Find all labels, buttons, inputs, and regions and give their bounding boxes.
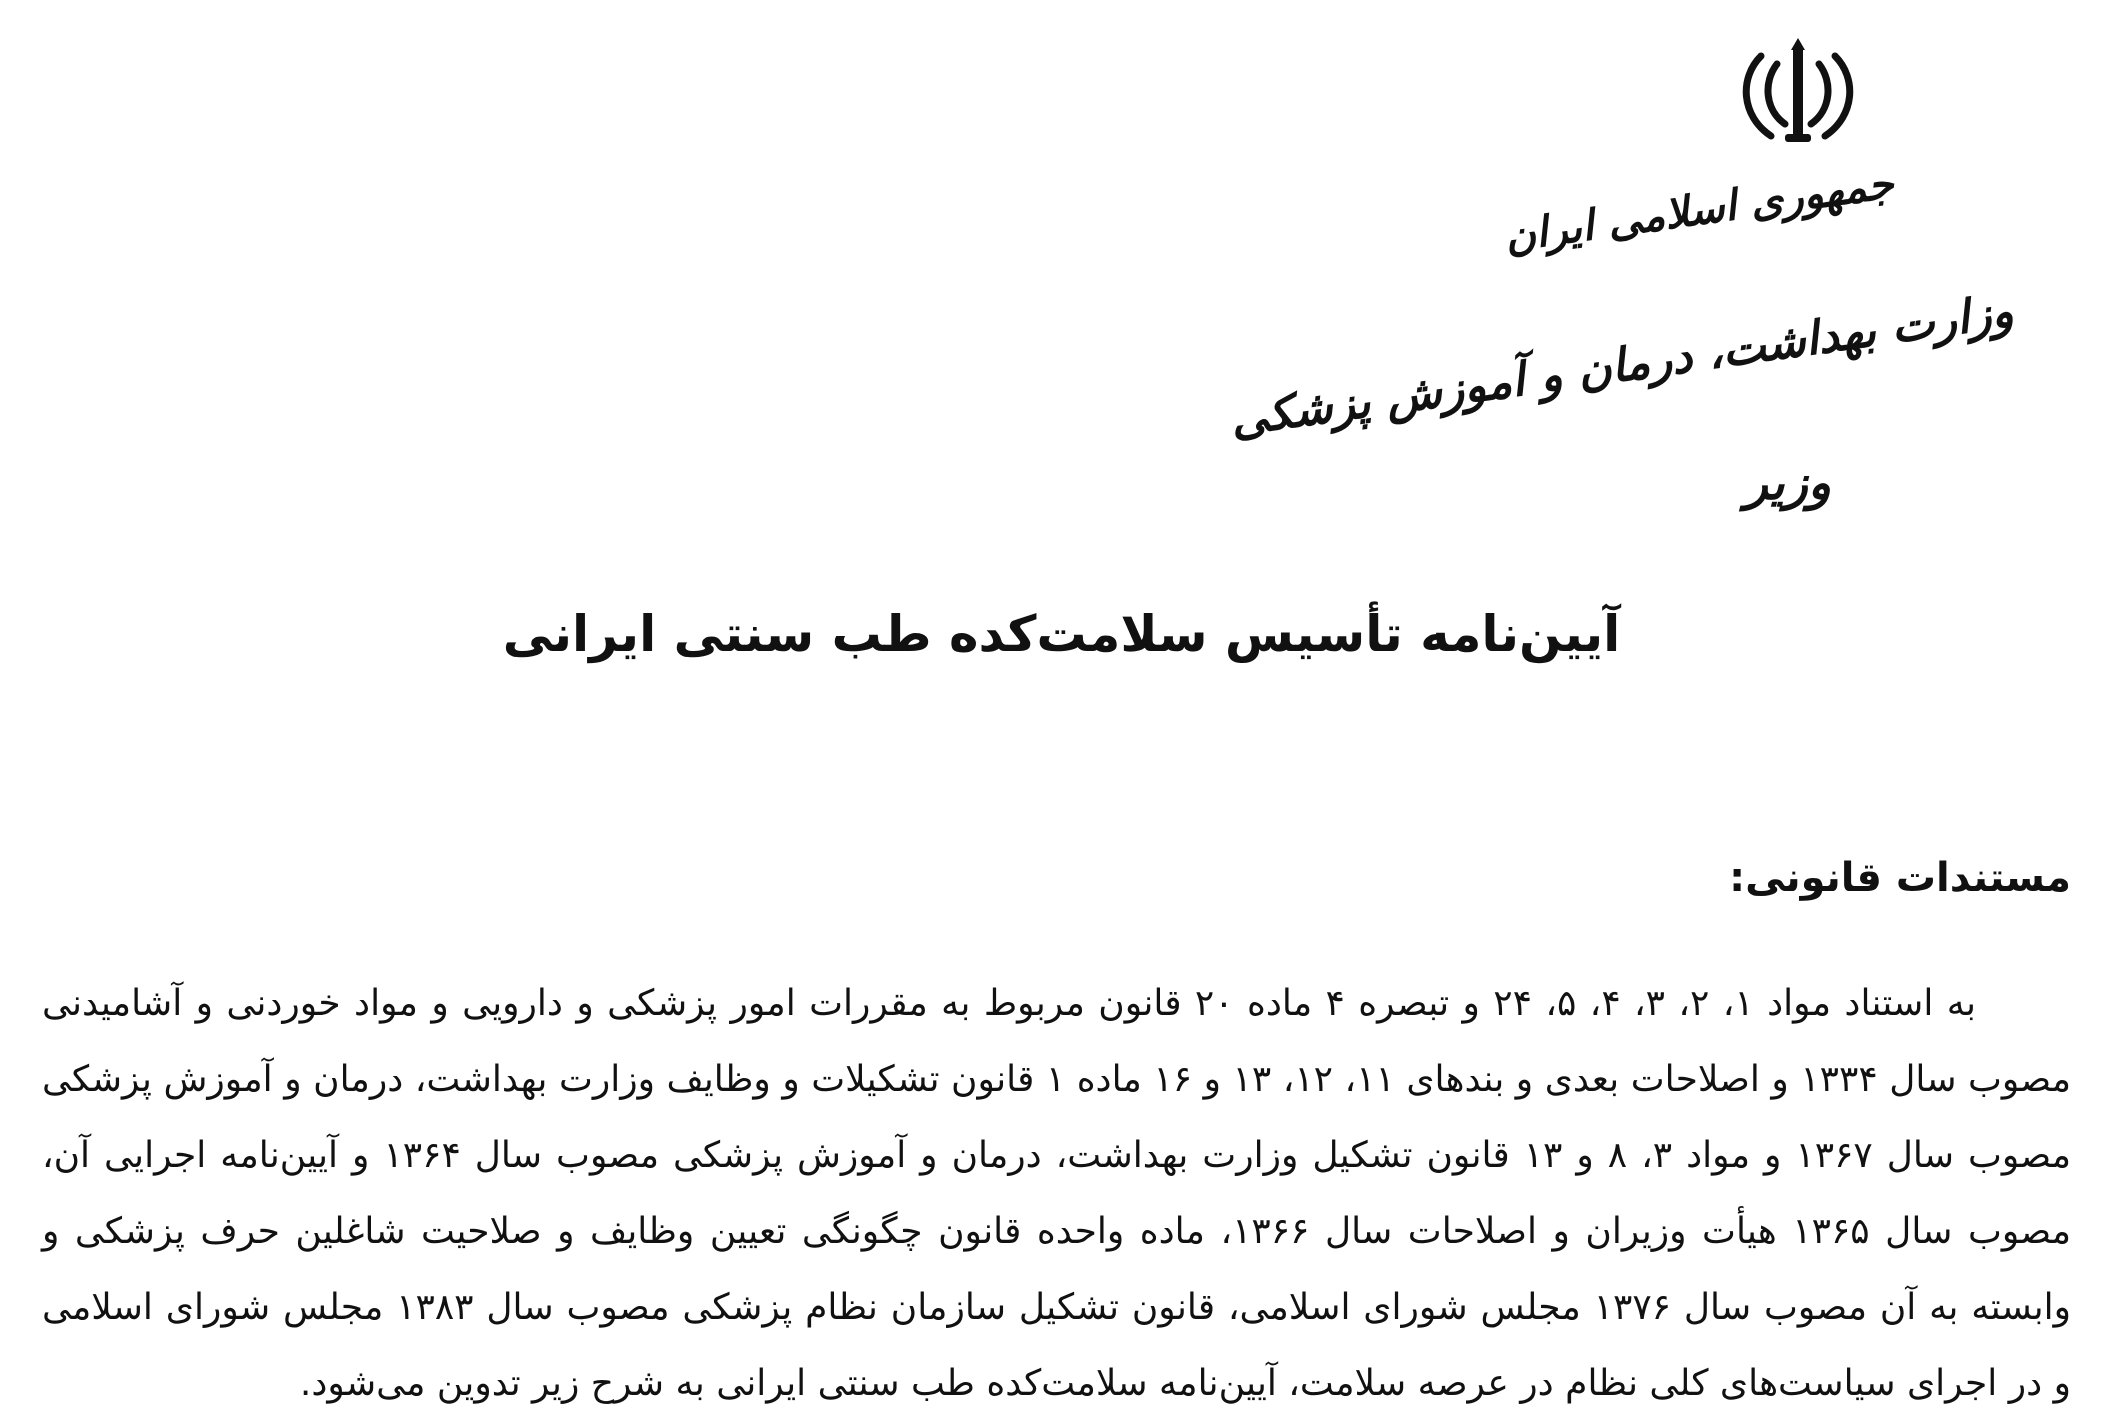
letterhead xyxy=(1227,38,2017,447)
ministry-name: وزارت بهداشت، درمان و آموزش پزشکی xyxy=(1227,283,2017,447)
document-title: آیین‌نامه تأسیس سلامت‌کده طب سنتی ایرانی xyxy=(502,605,1621,663)
republic-name: جمهوری اسلامی ایران xyxy=(1501,158,1897,262)
iran-emblem-icon xyxy=(1733,38,1863,148)
minister-label: وزیر xyxy=(1744,455,1831,511)
legal-basis-paragraph: به استناد مواد ۱، ۲، ۳، ۴، ۵، ۲۴ و تبصره ۴ ماده ۲۰ قانون مربوط به مقررات امور پزشکی و دارویی و مواد خوردنی و آشامیدنی مصوب سال ۱۳۳۴ و اصلاحات بعدی و بندهای ۱۱، ۱۲، ۱۳ و ۱۶ ماده ۱ قانون تشکیلات و وظایف وزارت بهداشت، درمان و آموزش پزشکی مصوب سال ۱۳۶۷ و مواد ۳، ۸ و ۱۳ قانون تشکیل وزارت بهداشت، درمان و آموزش پزشکی مصوب سال ۱۳۶۴ و آیین‌نامه اجرایی آن، مصوب سال ۱۳۶۵ هیأت وزیران و اصلاحات سال ۱۳۶۶، ماده واحده قانون چگونگی تعیین وظایف و صلاحیت شاغلین حرف پزشکی و وابسته به آن مصوب سال ۱۳۷۶ مجلس شورای اسلامی، قانون تشکیل سازمان نظام پزشکی مصوب سال ۱۳۸۳ مجلس شورای اسلامی و در اجرای سیاست‌های کلی نظام در عرصه سلامت، آیین‌نامه سلامت‌کده طب سنتی ایرانی به شرح زیر تدوین می‌شود. xyxy=(42,983,2072,1404)
section-heading: مستندات قانونی: xyxy=(1729,855,2071,901)
